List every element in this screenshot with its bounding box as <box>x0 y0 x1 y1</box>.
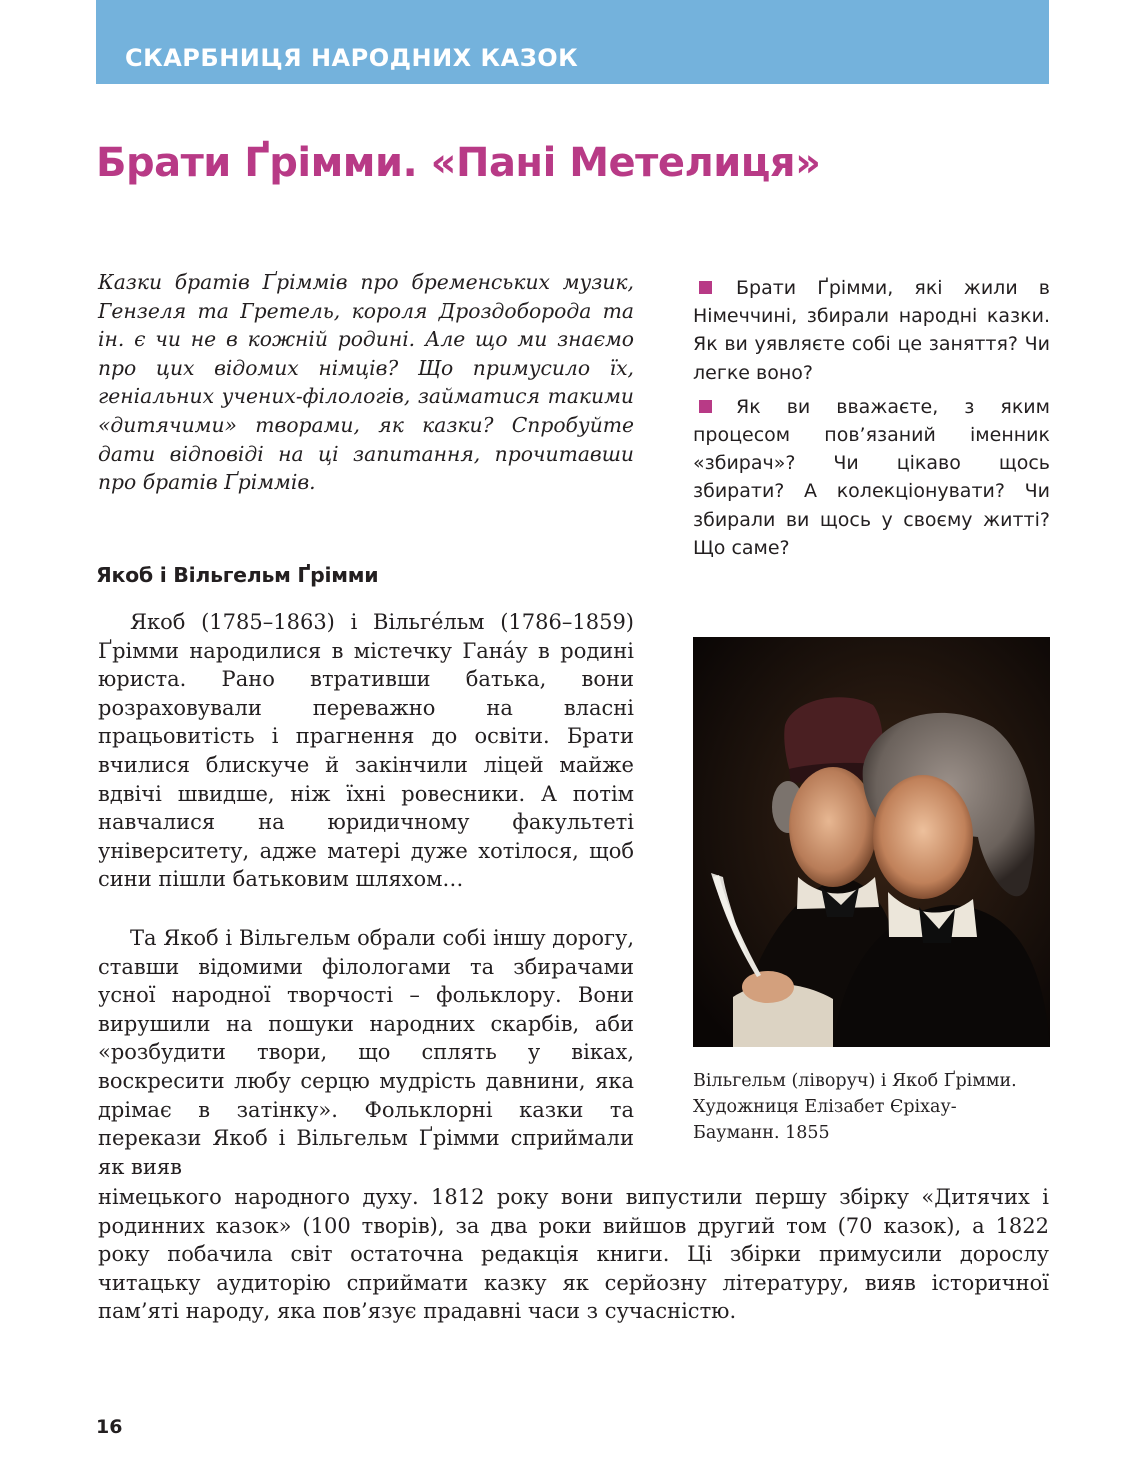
question-item <box>693 274 1050 387</box>
body-paragraph-2-continued: німецького народного духу. 1812 року вони випустили першу збірку «Дитячих і родинних казок» (100 творів), за два роки вийшов другий том (70 казок), а 1822 року побачила світ остаточна редакція книги. Ці збірки примусили дорослу читацьку аудиторію сприймати казку як серйозну літературу, вияв історичної пам’яті народу, яка пов’язує прадавні часи з сучасністю. <box>98 1185 1049 1324</box>
page-title: Брати Ґрімми. «Пані Метелиця» <box>96 140 821 186</box>
question-item <box>693 393 1050 562</box>
question-text: Брати Ґрімми, які жили в Німеччині, збирали народні казки. Як ви уявляєте собі це заняття? Чи легке воно? <box>693 277 1050 384</box>
intro-paragraph: Казки братів Ґріммів про бременських музик, Гензеля та Гретель, короля Дроздоборода та ін. є чи не в кожній родині. Але що ми знаємо про цих відомих німців? Що примусило їх, геніальних учених-філологів, займатися такими «дитячими» творами, як казки? Спробуйте дати відповіді на ці запитання, прочитавши про братів Ґріммів. <box>98 270 634 495</box>
page-number: 16 <box>96 1416 123 1438</box>
section-header-title: СКАРБНИЦЯ НАРОДНИХ КАЗОК <box>125 44 579 72</box>
square-bullet-icon <box>699 281 712 294</box>
section-heading: Якоб і Вільгельм Ґрімми <box>96 563 379 587</box>
grimm-brothers-portrait <box>693 637 1050 1047</box>
questions-sidebar <box>693 274 1050 568</box>
body-paragraph-2: Та Якоб і Вільгельм обрали собі іншу дорогу, ставши відомими філологами та збирачами усної народної творчості – фольклору. Вони вирушили на пошуки народних скарбів, аби «розбудити твори, що сплять у віках, воскресити любу серцю мудрість давнини, яка дрімає в затінку». Фольклорні казки та перекази Якоб і Вільгельм Ґрімми сприймали як вияв <box>98 926 634 1179</box>
body-paragraph-1: Якоб (1785–1863) і Вільге́льм (1786–1859) Ґрімми народилися в містечку Гана́у в родині юриста. Рано втративши батька, вони розраховували переважно на власні працьовитість і прагнення до освіти. Брати вчилися блискуче й закінчили ліцей майже вдвічі швидше, ніж їхні ровесники. А потім навчалися на юридичному факультеті університету, адже матері дуже хотілося, щоб сини пішли батьковим шляхом… <box>98 610 634 892</box>
square-bullet-icon <box>699 400 712 413</box>
question-text: Як ви вважаєте, з яким процесом пов’язаний іменник «збирач»? Чи цікаво щось збирати? А колекціонувати? Чи збирали ви щось у своєму житті? Що саме? <box>693 395 1050 559</box>
image-caption: Вільгельм (ліворуч) і Якоб Ґрімми. Художниця Елізабет Єріхау-Бауманн. 1855 <box>693 1071 1017 1143</box>
section-header-band <box>96 0 1049 84</box>
